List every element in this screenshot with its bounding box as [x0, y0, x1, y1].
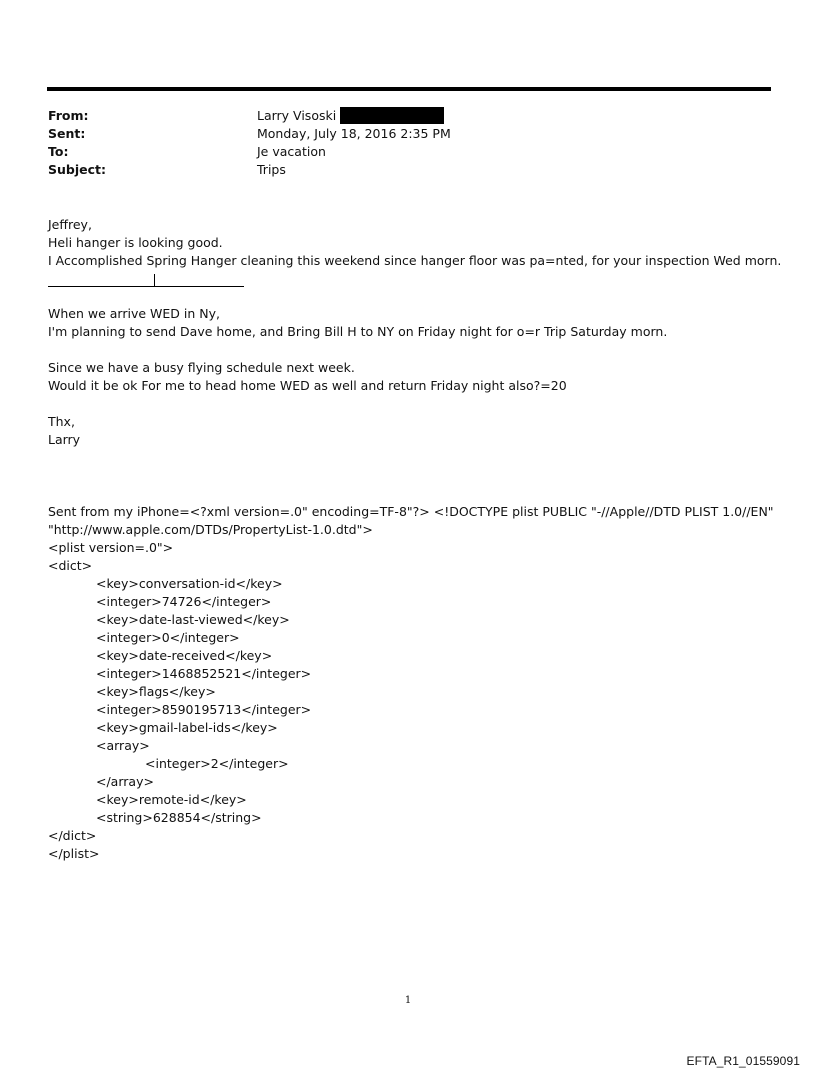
signature-line — [48, 286, 244, 287]
plist-line: <integer>74726</integer> — [96, 594, 272, 609]
signature-separator — [154, 274, 155, 286]
body-line: I'm planning to send Dave home, and Bring Bill H to NY on Friday night for o=r Trip Saturday morn. — [48, 324, 668, 339]
plist-line: <key>flags</key> — [96, 684, 216, 699]
document-id: EFTA_R1_01559091 — [686, 1054, 800, 1068]
from-value — [257, 107, 444, 125]
body-line: Heli hanger is looking good. — [48, 235, 223, 250]
body-closing: Thx, — [48, 414, 75, 429]
plist-line: <key>remote-id</key> — [96, 792, 247, 807]
to-value: Je vacation — [257, 144, 326, 159]
plist-line: </dict> — [48, 828, 97, 843]
sender-name: Larry Visoski — [257, 108, 337, 123]
plist-line: </plist> — [48, 846, 100, 861]
body-greeting: Jeffrey, — [48, 217, 92, 232]
from-label: From: — [48, 108, 89, 123]
plist-line: <integer>2</integer> — [145, 756, 289, 771]
plist-line: <key>date-received</key> — [96, 648, 273, 663]
plist-line: <string>628854</string> — [96, 810, 262, 825]
plist-line: <key>conversation-id</key> — [96, 576, 283, 591]
plist-line: <integer>8590195713</integer> — [96, 702, 312, 717]
plist-line: Sent from my iPhone=<?xml version=.0" encoding=TF-8"?> <!DOCTYPE plist PUBLIC "-//Apple//DTD PLIST 1.0//EN" — [48, 504, 774, 519]
plist-line: <plist version=.0"> — [48, 540, 174, 555]
body-line: When we arrive WED in Ny, — [48, 306, 220, 321]
body-line: Would it be ok For me to head home WED as well and return Friday night also?=20 — [48, 378, 567, 393]
plist-line: <integer>1468852521</integer> — [96, 666, 312, 681]
body-signature-name: Larry — [48, 432, 81, 447]
subject-label: Subject: — [48, 162, 106, 177]
subject-value: Trips — [257, 162, 286, 177]
body-line: Since we have a busy flying schedule next week. — [48, 360, 355, 375]
body-line: I Accomplished Spring Hanger cleaning this weekend since hanger floor was pa=nted, for your inspection Wed morn. — [48, 253, 782, 268]
plist-line: <key>gmail-label-ids</key> — [96, 720, 278, 735]
sent-label: Sent: — [48, 126, 86, 141]
page-number: 1 — [404, 995, 412, 1006]
header-divider — [47, 87, 771, 91]
plist-line: <array> — [96, 738, 150, 753]
sent-value: Monday, July 18, 2016 2:35 PM — [257, 126, 451, 141]
plist-line: <integer>0</integer> — [96, 630, 240, 645]
plist-line: </array> — [96, 774, 154, 789]
plist-line: "http://www.apple.com/DTDs/PropertyList-1.0.dtd"> — [48, 522, 373, 537]
redaction-block — [340, 107, 444, 124]
to-label: To: — [48, 144, 69, 159]
plist-line: <key>date-last-viewed</key> — [96, 612, 290, 627]
plist-line: <dict> — [48, 558, 93, 573]
